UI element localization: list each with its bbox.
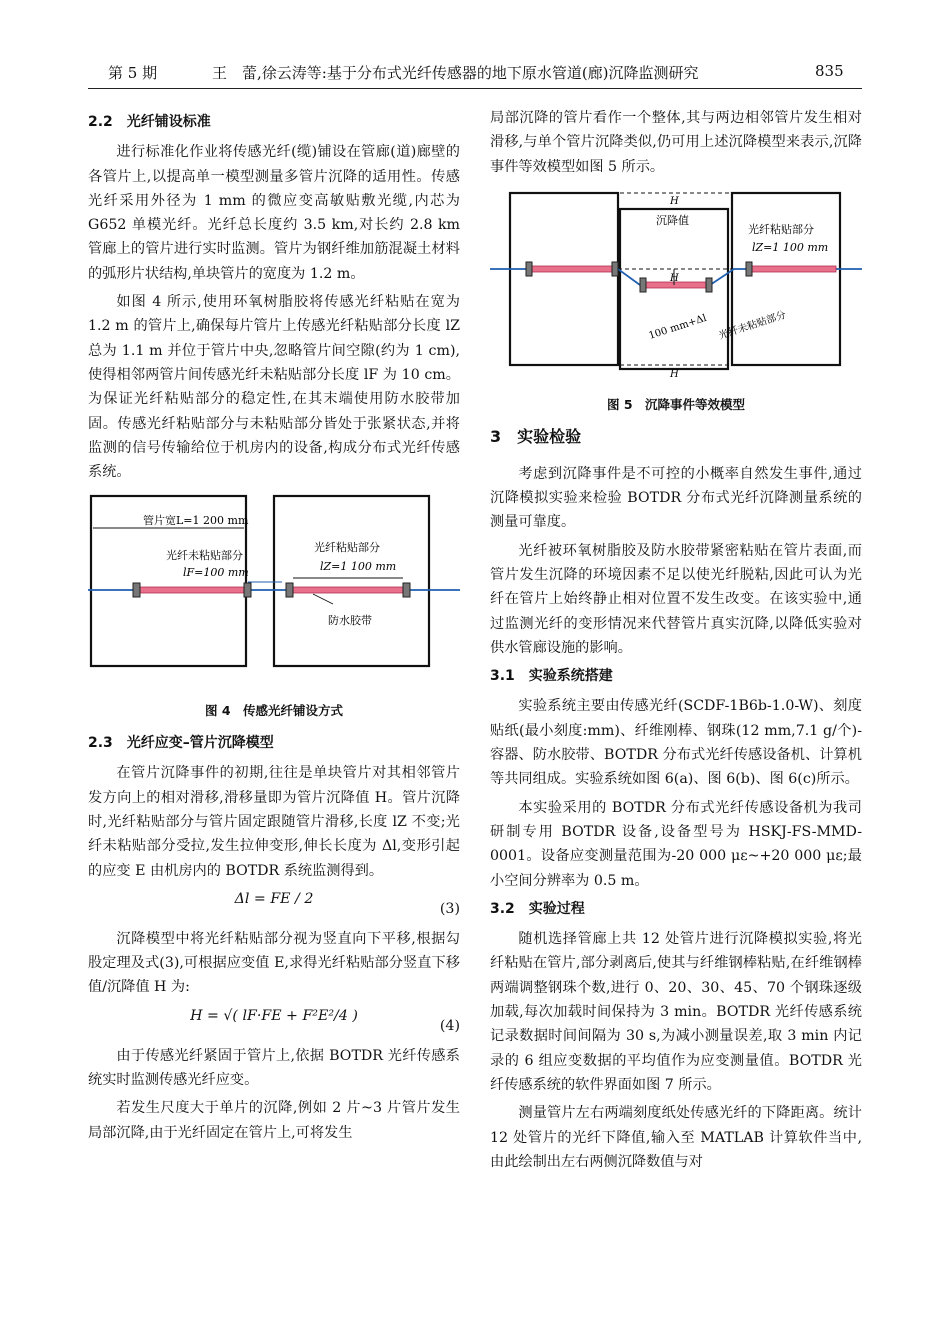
page-number: 835 xyxy=(815,62,844,80)
paragraph: 若发生尺度大于单片的沉降,例如 2 片~3 片管片发生局部沉降,由于光纤固定在管片上,可将发生 xyxy=(88,1100,460,1141)
figure-5-caption: 图 5 沉降事件等效模型 xyxy=(606,397,746,413)
section-3-2-title: 3.2 实验过程 xyxy=(490,900,585,917)
figure-4-caption: 图 4 传感光纤铺设方式 xyxy=(204,702,344,718)
section-3-1-title: 3.1 实验系统搭建 xyxy=(490,668,613,685)
fig5-lz-label: lZ=1 100 mm xyxy=(752,240,829,254)
paragraph: 考虑到沉降事件是不可控的小概率自然发生事件,通过沉降模拟实验来检验 BOTDR 分布式光纤沉降测量系统的测量可靠度。 xyxy=(490,465,862,531)
fig5-stretch-label: 100 mm+Δl xyxy=(647,312,709,342)
equation-3-number: (3) xyxy=(439,900,460,917)
fig4-unbonded-label: 光纤未粘贴部分 xyxy=(166,549,243,563)
equation-3-body: Δl = FE / 2 xyxy=(234,890,314,907)
fig4-width-label: 管片宽L=1 200 mm xyxy=(143,514,249,528)
right-column xyxy=(490,106,862,1178)
fig5-bonded-label: 光纤粘贴部分 xyxy=(748,222,814,236)
paragraph: 光纤被环氧树脂胶及防水胶带紧密粘贴在管片表面,而管片发生沉降的环境因素不足以使光纤脱粘,因此可认为光纤在管片上始终静止相对位置不发生改变。在该实验中,通过监测光纤的变形情况来代替管片真实沉降,以降低实验对供水管廊设施的影响。 xyxy=(490,542,862,656)
header-rule xyxy=(88,88,862,89)
paragraph: 进行标准化作业将传感光纤(缆)铺设在管廊(道)廊壁的各管片上,以提高单一模型测量多管片沉降的适用性。传感光纤采用外径为 1 mm 的微应变高敏贴敷光缆,内芯为 G652 单模光纤。光纤总长度约 3.5 km,对长约 2.8 km 管廊上的管片进行实时监测。管片为钢纤维加筋混凝土材料的弧形片状结构,单块管片的宽度为 1.2 m。 xyxy=(88,144,460,282)
figure-4 xyxy=(88,494,460,723)
fig5-h-bottom: H xyxy=(670,368,679,379)
fig4-lz-label: lZ=1 100 mm xyxy=(320,560,397,574)
running-title: 王 蕾,徐云涛等:基于分布式光纤传感器的地下原水管道(廊)沉降监测研究 xyxy=(212,64,699,82)
equation-4 xyxy=(88,1004,460,1044)
paragraph: 沉降模型中将光纤粘贴部分视为竖直向下平移,根据勾股定理及式(3),可根据应变值 E,求得光纤粘贴部分竖直下移值/沉降值 H 为: xyxy=(88,930,460,996)
fig4-tape-label: 防水胶带 xyxy=(328,614,372,628)
figure-4-diagram xyxy=(88,494,460,684)
fig5-unbonded-label: 光纤未粘贴部分 xyxy=(717,309,788,342)
paragraph: 测量管片左右两端刻度纸处传感光纤的下降距离。统计 12 处管片的光纤下降值,输入至 MATLAB 计算软件当中,由此绘制出左右两侧沉降数值与对 xyxy=(490,1105,862,1170)
equation-3 xyxy=(88,887,460,927)
figure-5-diagram xyxy=(490,189,862,379)
figure-5 xyxy=(490,189,862,418)
fig4-lf-label: lF=100 mm xyxy=(183,566,249,580)
fig5-settle-label: 沉降值 xyxy=(656,213,689,227)
paragraph: 本实验采用的 BOTDR 分布式光纤传感设备机为我司研制专用 BOTDR 设备,设备型号为 HSKJ-FS-MMD-0001。设备应变测量范围为-20 000 με~+20 000 με;最小空间分辨率为 0.5 m。 xyxy=(490,799,862,889)
section-2-3-title: 2.3 光纤应变–管片沉降模型 xyxy=(88,735,274,752)
equation-4-body: H = √( lF·FE + F²E²/4 ) xyxy=(190,1007,358,1024)
issue-number: 第 5 期 xyxy=(108,64,158,82)
paragraph: 由于传感光纤紧固于管片上,依据 BOTDR 光纤传感系统实时监测传感光纤应变。 xyxy=(88,1047,460,1089)
section-3-title: 3 实验检验 xyxy=(490,427,582,447)
paragraph: 实验系统主要由传感光纤(SCDF-1B6b-1.0-W)、刻度贴纸(最小刻度:mm)、纤维刚棒、钢珠(12 mm,7.1 g/个)-容器、防水胶带、BOTDR 分布式光纤传感设备机、计算机等共同组成。实验系统如图 6(a)、图 6(b)、图 6(c)所示。 xyxy=(490,698,862,788)
paragraph: 随机选择管廊上共 12 处管片进行沉降模拟实验,将光纤粘贴在管片,部分剥离后,使其与纤维钢棒粘贴,在纤维钢棒两端调整钢珠个数,进行 0、20、30、45、70 个钢珠逐级加载,每次加载时间保持为 3 min。BOTDR 光纤传感系统记录数据时间间隔为 30 s,为减小测量误差,取 3 min 内记录的 6 组应变数据的平均值作为应变测量值。BOTDR 光纤传感系统的软件界面如图 7 所示。 xyxy=(490,931,862,1093)
paragraph: 在管片沉降事件的初期,往往是单块管片对其相邻管片发方向上的相对滑移,滑移量即为管片沉降值 H。管片沉降时,光纤粘贴部分与管片固定跟随管片滑移,长度 lZ 不变;光纤未粘贴部分受拉,发生拉伸变形,伸长长度为 Δl,变形引起的应变 E 由机房内的 BOTDR 系统监测得到。 xyxy=(88,765,460,879)
left-column xyxy=(88,106,460,1149)
equation-4-number: (4) xyxy=(439,1017,460,1034)
section-2-2-title: 2.2 光纤铺设标准 xyxy=(88,114,211,130)
fig5-h-top: H xyxy=(670,195,679,207)
paragraph: 如图 4 所示,使用环氧树脂胶将传感光纤粘贴在宽为 1.2 m 的管片上,确保每片管片上传感光纤粘贴部分长度 lZ 总为 1.1 m 并位于管片中央,忽略管片间空隙(约为 1 cm),使得相邻两管片间传感光纤未粘贴部分长度 lF 为 10 cm。为保证光纤粘贴部分的稳定性,在其末端使用防水胶带加固。传感光纤粘贴部分与未粘贴部分皆处于张紧状态,并将监测的信号传输给位于机房内的设备,构成分布式光纤传感系统。 xyxy=(88,294,460,481)
running-header xyxy=(0,62,950,88)
fig5-h-mid: H xyxy=(670,272,679,284)
paragraph: 局部沉降的管片看作一个整体,其与两边相邻管片发生相对滑移,与单个管片沉降类似,仍可用上述沉降模型来表示,沉降事件等效模型如图 5 所示。 xyxy=(490,110,862,175)
fig4-bonded-label: 光纤粘贴部分 xyxy=(314,541,380,555)
